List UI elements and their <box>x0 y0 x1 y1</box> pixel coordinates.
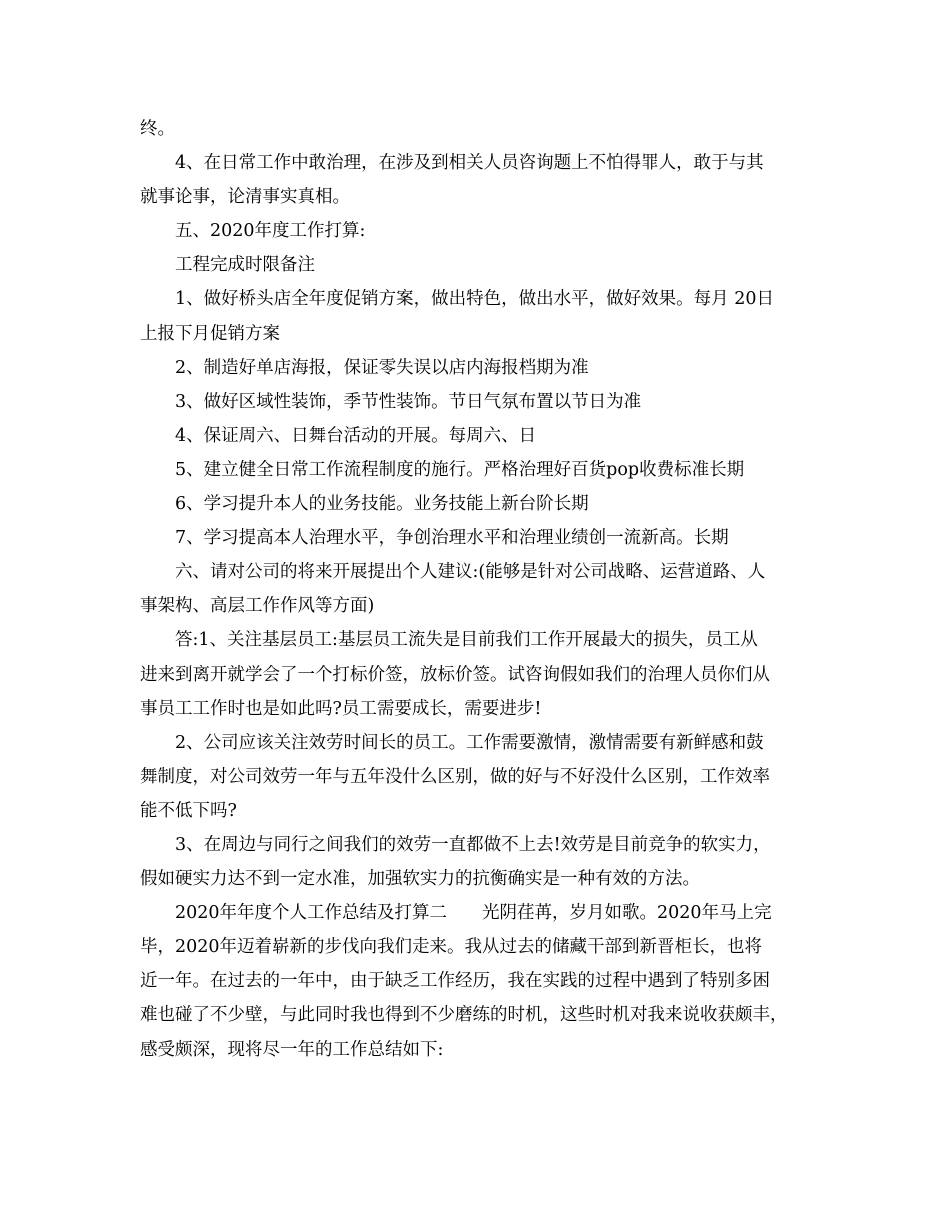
text-line: 5、建立健全日常工作流程制度的施行。严格治理好百货pop收费标准长期 <box>175 459 745 480</box>
text-line: 答:1、关注基层员工:基层员工流失是目前我们工作开展最大的损失，员工从 <box>175 630 758 651</box>
text-line: 难也碰了不少壁，与此同时我也得到不少磨练的时机，这些时机对我来说收获颇丰， <box>140 1005 788 1026</box>
text-line: 2020年年度个人工作总结及打算二 光阴荏苒，岁月如歌。2020年马上完 <box>175 903 772 924</box>
text-line: 4、保证周六、日舞台活动的开展。每周六、日 <box>175 425 537 446</box>
text-line: 3、在周边与同行之间我们的效劳一直都做不上去!效劳是目前竞争的软实力， <box>175 834 771 855</box>
text-line: 6、学习提升本人的业务技能。业务技能上新台阶长期 <box>175 494 589 515</box>
text-line: 1、做好桥头店全年度促销方案，做出特色，做出水平，做好效果。每月 20日 <box>175 289 774 310</box>
text-line: 上报下月促销方案 <box>140 323 280 344</box>
text-line: 感受颇深，现将尽一年的工作总结如下: <box>140 1039 444 1060</box>
text-line: 2、制造好单店海报，保证零失误以店内海报档期为准 <box>175 357 589 378</box>
text-line: 7、学习提高本人治理水平，争创治理水平和治理业绩创一流新高。长期 <box>175 528 729 549</box>
text-line: 毕，2020年迈着崭新的步伐向我们走来。我从过去的储藏干部到新晋柜长，也将 <box>140 937 763 958</box>
text-line: 进来到离开就学会了一个打标价签，放标价签。试咨询假如我们的治理人员你们从 <box>140 664 770 685</box>
text-line: 就事论事，论清事实真相。 <box>140 187 350 208</box>
text-line: 事员工工作时也是如此吗?员工需要成长，需要进步! <box>140 698 542 719</box>
text-line: 能不低下吗? <box>140 800 237 821</box>
text-line: 终。 <box>140 119 175 139</box>
document-body <box>140 112 816 1067</box>
text-line: 舞制度，对公司效劳一年与五年没什么区别，做的好与不好没什么区别，工作效率 <box>140 766 770 787</box>
text-line: 2、公司应该关注效劳时间长的员工。工作需要激情，激情需要有新鲜感和鼓 <box>175 732 764 753</box>
text-line: 工程完成时限备注 <box>175 255 315 276</box>
text-line: 事架构、高层工作作风等方面) <box>140 596 375 617</box>
text-line: 假如硬实力达不到一定水准，加强软实力的抗衡确实是一种有效的方法。 <box>140 869 700 890</box>
text-line: 3、做好区域性装饰，季节性装饰。节日气氛布置以节日为准 <box>175 391 642 412</box>
text-line: 六、请对公司的将来开展提出个人建议:(能够是针对公司战略、运营道路、人 <box>175 562 766 583</box>
text-line: 4、在日常工作中敢治理，在涉及到相关人员咨询题上不怕得罪人，敢于与其 <box>175 153 764 174</box>
text-line: 五、2020年度工作打算: <box>175 221 366 242</box>
text-line: 近一年。在过去的一年中，由于缺乏工作经历，我在实践的过程中遇到了特别多困 <box>140 971 770 992</box>
